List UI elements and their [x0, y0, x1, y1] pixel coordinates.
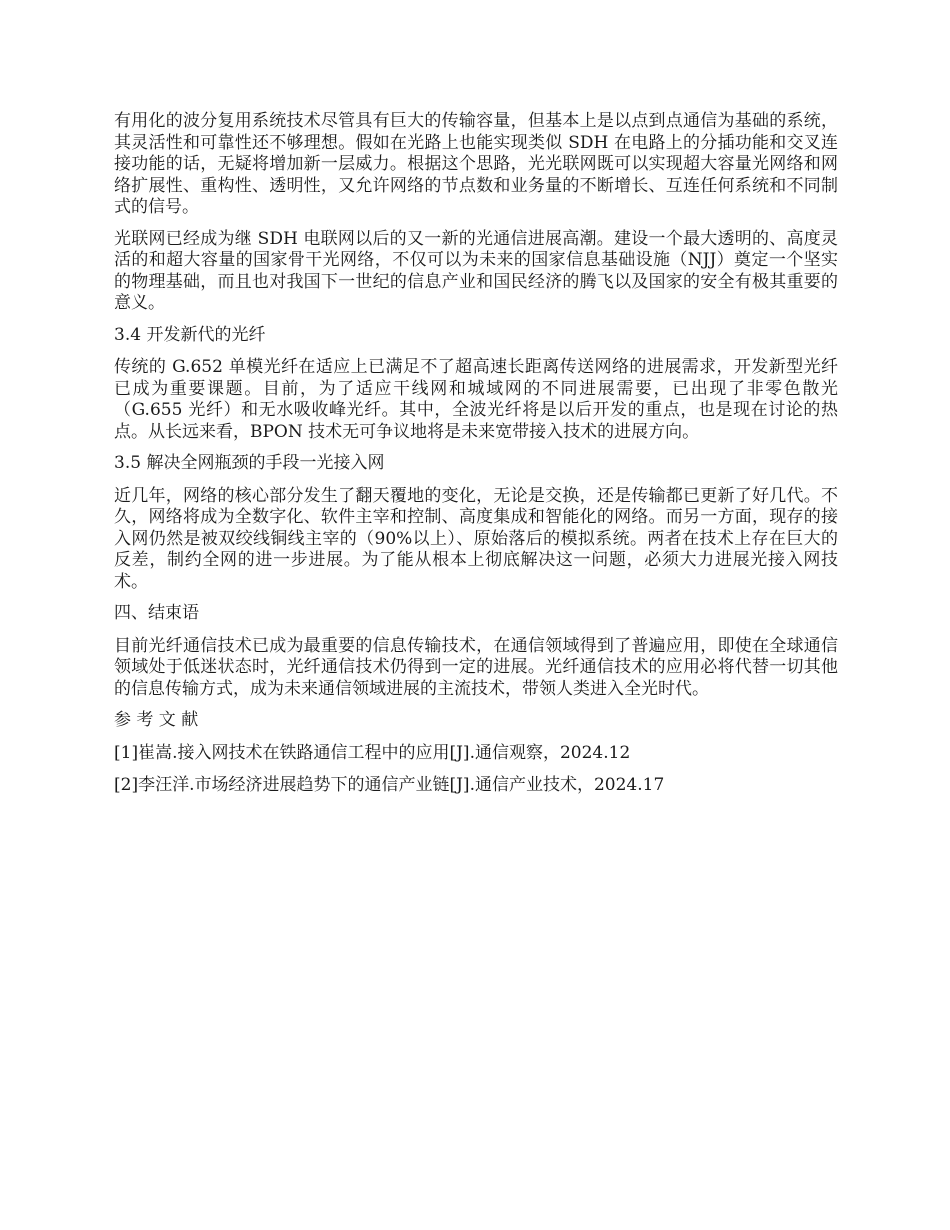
references-title: 参 考 文 献 — [114, 710, 199, 730]
reference-item-1: [1]崔嵩.接入网技术在铁路通信工程中的应用[J].通信观察，2024.12 — [114, 742, 631, 763]
paragraph-conclusion: 目前光纤通信技术已成为最重要的信息传输技术，在通信领域得到了普遍应用，即使在全球通信领域处于低迷状态时，光纤通信技术仍得到一定的进展。光纤通信技术的应用必将代替一切其他的信息传输方式，成为未来通信领域进展的主流技术，带领人类进入全光时代。 — [114, 635, 838, 699]
paragraph-wdm-optical-networking: 有用化的波分复用系统技术尽管具有巨大的传输容量，但基本上是以点到点通信为基础的系统，其灵活性和可靠性还不够理想。假如在光路上也能实现类似 SDH 在电路上的分插功能和交叉连接功能的话，无疑将增加新一层威力。根据这个思路，光光联网既可以实现超大容量光网络和网络扩展性、重构性、透明性，又允许网络的节点数和业务量的不断增长、互连任何系统和不同制式的信号。 — [114, 111, 838, 217]
reference-item-2: [2]李汪洋.市场经济进展趋势下的通信产业链[J].通信产业技术，2024.17 — [114, 775, 665, 795]
paragraph-new-fiber: 传统的 G.652 单模光纤在适应上已满足不了超高速长距离传送网络的进展需求，开发新型光纤已成为重要课题。目前，为了适应干线网和城域网的不同进展需要，已出现了非零色散光（G.655 光纤）和无水吸收峰光纤。其中，全波光纤将是以后开发的重点，也是现在讨论的热点。从长远来看，BPON 技术无可争议地将是未来宽带接入技术的进展方向。 — [114, 357, 838, 442]
paragraph-optical-access-network: 近几年，网络的核心部分发生了翻天覆地的变化，无论是交换，还是传输都已更新了好几代。不久，网络将成为全数字化、软件主宰和控制、高度集成和智能化的网络。而另一方面，现存的接入网仍然是被双绞线铜线主宰的（90%以上）、原始落后的模拟系统。两者在技术上存在巨大的反差，制约全网的进一步进展。为了能从根本上彻底解决这一问题，必须大力进展光接入网技术。 — [114, 485, 838, 592]
section-heading-conclusion: 四、结束语 — [114, 603, 199, 623]
document-body — [114, 111, 838, 808]
paragraph-optical-network-significance: 光联网已经成为继 SDH 电联网以后的又一新的光通信进展高潮。建设一个最大透明的、高度灵活的和超大容量的国家骨干光网络，不仅可以为未来的国家信息基础设施（NJJ）奠定一个坚实的物理基础，而且也对我国下一世纪的信息产业和国民经济的腾飞以及国家的安全有极其重要的意义。 — [114, 228, 838, 313]
section-heading-3-5: 3.5 解决全网瓶颈的手段一光接入网 — [114, 453, 385, 473]
section-heading-3-4: 3.4 开发新代的光纤 — [114, 324, 266, 345]
